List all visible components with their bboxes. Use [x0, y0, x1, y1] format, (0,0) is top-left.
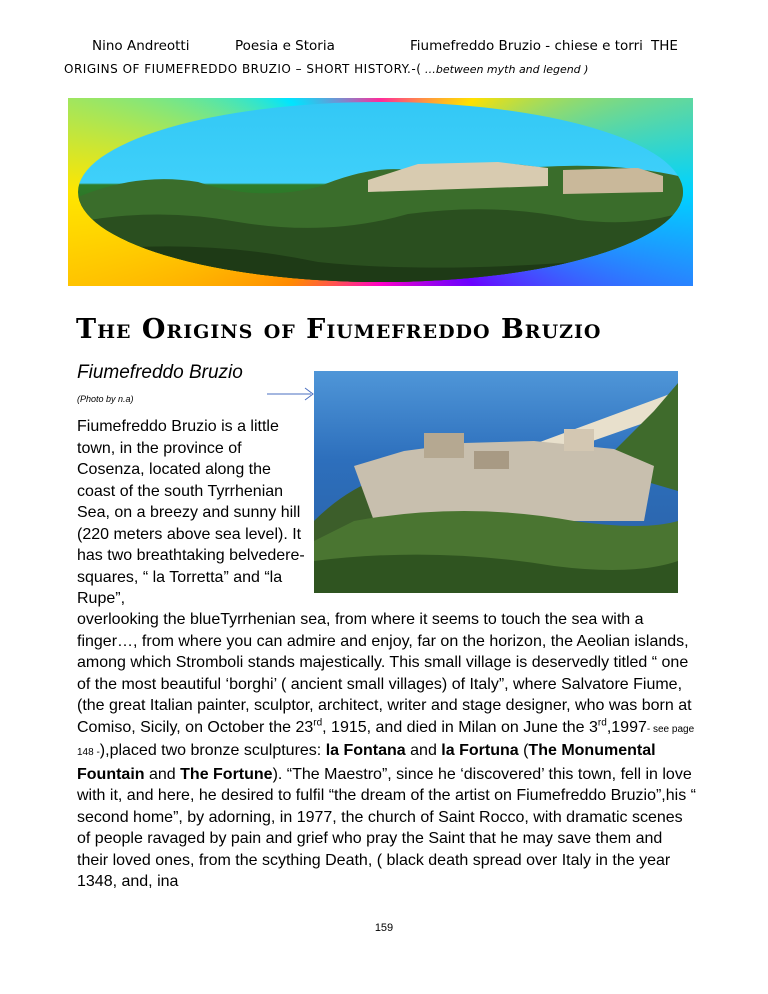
body-text-3: ,1997	[606, 718, 647, 736]
bold-monumental-fountain: The Monumental Fountain	[77, 742, 656, 783]
header-topic: Fiumefreddo Bruzio - chiese e torri	[410, 38, 643, 54]
header-line2-tag: …between myth and legend )	[421, 63, 589, 76]
ordinal-sup-2: rd	[597, 717, 607, 729]
header-subtitle	[64, 62, 588, 76]
banner-hills	[78, 102, 683, 282]
header-line2: ORIGINS OF FIUMEFREDDO BRUZIO – SHORT HISTORY.-(	[64, 62, 422, 76]
header-section: Poesia e Storia	[235, 38, 335, 54]
body-paragraph	[77, 609, 697, 893]
banner-landscape	[78, 102, 683, 282]
page-number: 159	[374, 922, 394, 934]
body-text-5: ). “The Maestro”, since he ‘discovered’ this town, fell in love with it, and here, he desired to fulfil “the dream of the artist on Fiumefreddo Bruzio”,his “ second home”, by adorning, in 1977, the church of Saint Rocco, with dramatic scenes of people ravaged by pain and grief who pray the Saint that he may save them and their loved ones, from the scything Death, ( black death spread over Italy in the year 1348, and, ina	[77, 765, 696, 890]
intro-paragraph: Fiumefreddo Bruzio is a little town, in the province of Cosenza, located along the coast of the south Tyrrhenian Sea, on a breezy and sunny hill (220 meters above sea level). It has two breathtaking belvedere-squares, “ la Torretta” and “la Rupe”,	[77, 418, 305, 607]
body-text-2: , 1915, and died in Milan on June the 3	[322, 718, 598, 736]
banner-image	[68, 98, 693, 286]
bold-the-fortune: The Fortune	[180, 765, 273, 783]
body-text-4: ),placed two bronze sculptures:	[99, 742, 326, 759]
ordinal-sup-1: rd	[313, 717, 323, 729]
page-reference: - see page 148 -	[77, 723, 695, 758]
town-photo-drawing	[314, 371, 678, 593]
bold-la-fortuna: la Fortuna	[441, 742, 519, 759]
page-title: The Origins of Fiumefreddo Bruzio	[76, 314, 602, 345]
body-and-1: and	[405, 742, 442, 759]
body-text-1: overlooking the blueTyrrhenian sea, from where it seems to touch the sea with a finger…, from where you can admire and enjoy, far on the horizon, the Aeolian islands, among which Stromboli stands majestically. This small village is deservedly titled “ one of the most beautiful ‘borghi’ ( ancient small villages) of Italy”, where Salvatore Fiume, (the great Italian painter, sculptor, architect, writer and stage designer, who was born at Comiso, Sicily, on October the 23	[77, 611, 692, 736]
photo-credit: (Photo by n.a)	[77, 394, 134, 404]
town-photo	[314, 371, 678, 593]
arrow-right-icon	[267, 383, 317, 401]
section-subtitle: Fiumefreddo Bruzio	[77, 362, 243, 383]
bold-la-fontana: la Fontana	[325, 742, 406, 759]
body-and-2: and	[144, 765, 181, 783]
header-author: Nino Andreotti	[92, 38, 190, 54]
body-paren: (	[518, 742, 529, 759]
header-the: THE	[651, 38, 678, 54]
